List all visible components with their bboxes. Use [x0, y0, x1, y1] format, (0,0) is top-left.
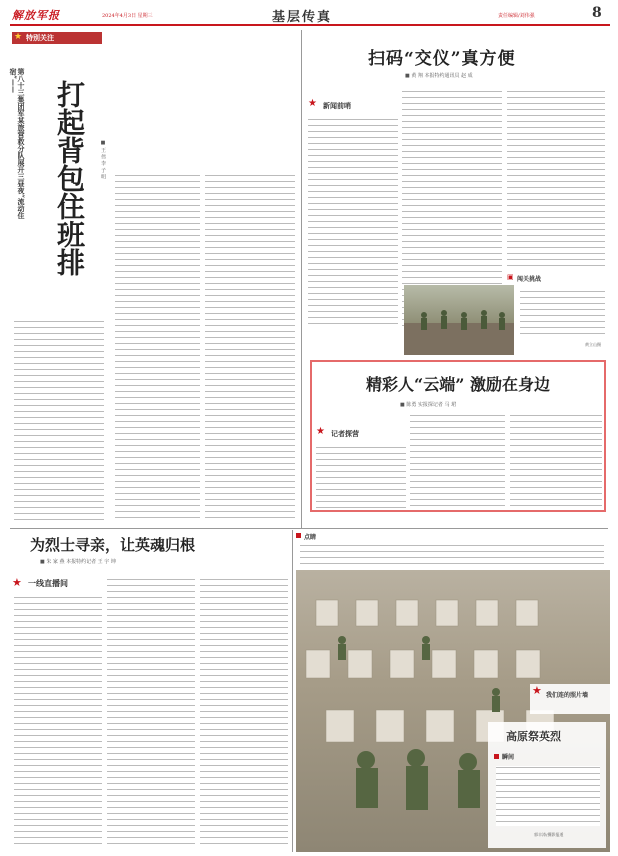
left-body-text: [14, 320, 104, 520]
page-number: 8: [592, 5, 602, 21]
masthead: [10, 4, 610, 26]
photo-caption-tag: [507, 273, 577, 283]
moment-label: [494, 752, 534, 762]
news-frontline-tag: [308, 100, 378, 112]
left-col3-text: [205, 174, 295, 519]
camera-icon: ▣: [507, 273, 514, 281]
martyr-col1-text: [14, 596, 102, 848]
section-divider: [10, 528, 608, 529]
highlight-col3-text: [510, 414, 602, 508]
photo-overlay-box: [488, 722, 606, 848]
highlight-byline: ■ 陈勇 实报探记者 马 珺: [400, 402, 457, 408]
highlight-col2-text: [410, 414, 505, 508]
left-col2-text: [115, 174, 200, 519]
focus-label: [296, 532, 356, 542]
star-icon: ★: [12, 576, 22, 589]
left-headline: 打起背包住班排: [53, 80, 86, 276]
star-icon: ★: [308, 98, 317, 109]
section-title: 基层传真: [272, 10, 333, 25]
focus-intro-text: [300, 544, 604, 568]
issue-date: 2024年4月3日 星期三: [102, 13, 153, 19]
square-icon: [296, 533, 301, 538]
special-focus-tag: [12, 32, 102, 44]
photo-credit: 郭丰涛/摄影报道: [534, 832, 564, 837]
label-text: 点睛: [304, 534, 317, 541]
martyr-col2-text: [107, 578, 195, 848]
highlight-headline: 精彩人“云端” 激励在身边: [366, 375, 550, 394]
photo-title: 高原祭英烈: [506, 730, 561, 743]
tag-label: 新闻前哨: [323, 101, 351, 110]
tag-label: 一线直播间: [28, 578, 68, 588]
star-icon: ★: [316, 426, 325, 437]
qr-col1-text: [308, 118, 398, 328]
star-icon: ★: [532, 684, 542, 697]
label-text: 瞬间: [502, 754, 515, 761]
left-subtitle: 第八十三集团军某旅营救分队展开三昼夜“流动住宿”——: [9, 68, 26, 220]
live-room-tag: [12, 577, 92, 591]
qr-col3-text: [507, 90, 605, 270]
tag-label: 我们连的照片墙: [546, 692, 589, 699]
qr-article-byline: ■ 黄 翔 本报特约通讯员 赵 成: [405, 73, 473, 79]
photo-overlay-text: [496, 766, 600, 826]
photo-credit: 黄立山摄: [585, 342, 601, 347]
column-divider: [301, 30, 302, 528]
photo-wall-tag: [530, 684, 610, 714]
star-icon: ★: [14, 32, 23, 42]
martyr-headline: 为烈士寻亲，让英魂归根: [30, 536, 196, 554]
martyr-byline: ■ 朱 家 燕 本报特约记者 王 宇 坤: [40, 559, 116, 565]
column-divider: [292, 530, 293, 852]
photo-caption-text: [520, 290, 605, 338]
square-icon: [494, 754, 499, 759]
training-photo: [404, 285, 514, 355]
highlight-col1-text: [316, 446, 406, 508]
newspaper-logo: 解放军报: [12, 9, 60, 22]
reporter-visit-tag: [316, 428, 386, 440]
martyr-col3-text: [200, 578, 288, 848]
caption-label: 闯关挑战: [517, 276, 542, 283]
tag-label: 特别关注: [26, 33, 54, 42]
left-byline: ■ 王 伟 李 子 明: [100, 140, 106, 179]
tag-label: 记者探营: [331, 429, 359, 438]
qr-article-headline: 扫码“交仪”真方便: [368, 49, 516, 69]
editor-credit: 责任编辑/刘伟强: [498, 13, 535, 19]
